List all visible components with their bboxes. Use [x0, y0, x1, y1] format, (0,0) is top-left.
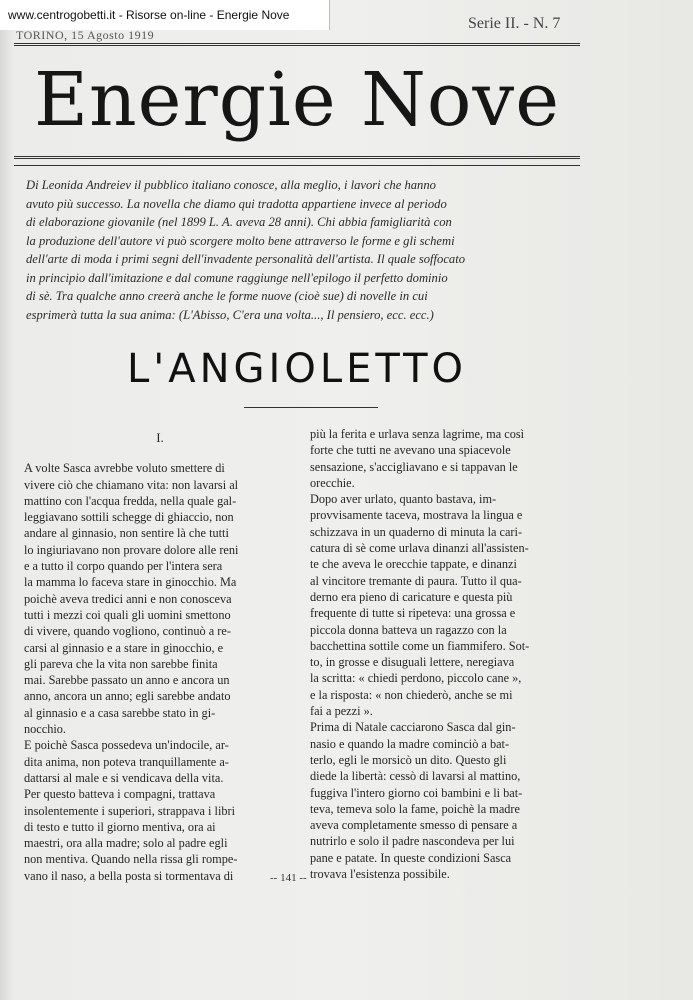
text-line: lo ingiuriavano non provare dolore alle reni: [24, 542, 239, 557]
text-line: nocchio.: [24, 722, 67, 737]
text-line: e a tutto il corpo quando per l'intera sera: [24, 559, 223, 574]
text-line: non mentiva. Quando nella rissa gli rompe-: [24, 852, 238, 867]
text-line: teva, temeva solo la fame, poichè la madre: [310, 801, 520, 816]
text-line: nasio e quando la madre cominciò a bat-: [310, 736, 510, 751]
text-line: anno, ancora un anno; egli sarebbe andato: [24, 689, 231, 704]
text-line: A volte Sasca avrebbe voluto smettere di: [24, 461, 225, 476]
text-line: dita anima, non poteva tranquillamente a-: [24, 754, 229, 769]
text-line: te che aveva le orecchie tappate, e dinanzi: [310, 557, 517, 572]
text-line: Dopo aver urlato, quanto bastava, im-: [310, 492, 497, 507]
text-line: frequente di tutte si ripeteva: una grossa e: [310, 606, 516, 621]
text-line: sensazione, s'accigliavano e si tappavan le: [310, 459, 518, 474]
text-line: al vincitore tremante di paura. Tutto il qua-: [310, 573, 522, 588]
intro-line: esprimerà tutta la sua anima: (L'Abisso, C'era una volta..., Il pensiero, ecc. ecc.): [26, 307, 434, 322]
text-line: forte che tutti ne avevano una spiacevole: [310, 443, 511, 458]
text-line: mattino con l'acqua fredda, nella quale gal-: [24, 493, 237, 508]
text-line: pane e patate. In queste condizioni Sasca: [310, 850, 512, 865]
text-line: orecchie.: [310, 475, 355, 490]
text-line: poichè aveva tredici anni e non conosceva: [24, 591, 232, 606]
text-line: gli pareva che la vita non sarebbe finita: [24, 656, 218, 671]
text-line: to, in grosse e disuguali lettere, neregiava: [310, 655, 515, 670]
text-line: insolentemente i superiori, strappava i libri: [24, 803, 236, 818]
text-line: e la risposta: « non chiederò, anche se mi: [310, 687, 513, 702]
text-line: terlo, egli le morsicò un dito. Questo gli: [310, 752, 507, 767]
title-underline: [244, 407, 378, 408]
text-line: fai a pezzi ».: [310, 704, 373, 719]
text-line: vivere ciò che chiamano vita: non lavarsi al: [24, 477, 239, 492]
text-line: derno era pieno di caricature e questa più: [310, 589, 513, 604]
text-line: dattarsi al male e si vendicava della vita.: [24, 770, 224, 785]
text-line: nutrirlo e solo il padre nascondeva per lui: [310, 834, 515, 849]
text-line: piccola donna batteva un ragazzo con la: [310, 622, 507, 637]
left-column-text: [24, 460, 296, 884]
intro-line: di elaborazione giovanile (nel 1899 L. A. aveva 28 anni). Chi abbia famigliarità con: [26, 215, 452, 229]
intro-line: la produzione dell'autore vi può scorgere molto bene attraverso le forme e gli schemi: [26, 233, 455, 248]
masthead-title: Energie Nove: [33, 57, 561, 143]
text-line: provvisamente taceva, mostrava la lingua e: [310, 508, 523, 523]
chapter-number: I.: [156, 430, 164, 445]
text-line: diede la libertà: cessò di lavarsi al mattino,: [310, 769, 521, 784]
text-line: tutti i mezzi coi quali gli uomini smettono: [24, 607, 231, 622]
text-line: di testo e tutto il giorno mentiva, ora ai: [24, 819, 216, 834]
text-line: trovava l'esistenza possibile.: [310, 867, 450, 882]
date-line: TORINO, 15 Agosto 1919: [16, 28, 155, 42]
series-number: Serie II. - N. 7: [468, 15, 561, 32]
text-line: vano il naso, a bella posta si tormentava di: [24, 868, 234, 883]
text-line: leggiavano sottili schegge di ghiaccio, non: [24, 510, 234, 525]
right-column-text: [310, 426, 582, 882]
text-line: bacchettina sottile come un fiammifero. Sot-: [310, 638, 530, 653]
header-rule-thin: [14, 165, 580, 166]
text-line: E poichè Sasca possedeva un'indocile, ar-: [24, 738, 229, 753]
header-rule-top: [14, 43, 580, 46]
intro-line: avuto più successo. La novella che diamo qui tradotta appartiene invece al periodo: [26, 196, 447, 211]
header-rule-bottom: [14, 156, 580, 159]
left-column: [24, 428, 296, 884]
intro-line: dell'arte di moda i primi segni dell'invadente personalità dell'artista. Il quale soffocato: [26, 252, 466, 266]
text-line: Prima di Natale cacciarono Sasca dal gin-: [310, 720, 516, 735]
intro-line: di sè. Tra qualche anno creerà anche le forme nuove (cioè sue) di novelle in cui: [26, 289, 428, 303]
article-title: L'ANGIOLETTO: [126, 346, 468, 392]
text-line: mai. Sarebbe passato un anno e ancora un: [24, 673, 230, 688]
text-line: carsi al ginnasio e a stare in ginocchio, e: [24, 640, 224, 655]
text-line: di vivere, quando vogliono, continuò a re-: [24, 624, 231, 639]
text-line: fuggiva l'intero giorno coi bambini e li bat-: [310, 785, 523, 800]
text-line: la scritta: « chiedi perdono, piccolo cane »,: [310, 671, 522, 686]
intro-paragraph: [26, 176, 571, 324]
intro-line: Di Leonida Andreiev il pubblico italiano conosce, alla meglio, i lavori che hanno: [26, 178, 436, 192]
text-line: Per questo batteva i compagni, trattava: [24, 787, 216, 802]
text-line: schizzava in un quaderno di minuta la cari-: [310, 524, 523, 539]
site-header: www.centrogobetti.it - Risorse on-line - Energie Nove: [0, 0, 330, 30]
text-line: maestri, ora alla madre; solo al padre egli: [24, 836, 228, 851]
text-line: aveva completamente smesso di pensare a: [310, 818, 518, 833]
text-line: andare al ginnasio, non sentire là che tutti: [24, 526, 229, 541]
page-number: -- 141 --: [270, 872, 307, 884]
text-line: catura di sè come urlava dinanzi all'assisten-: [310, 541, 529, 556]
text-line: più la ferita e urlava senza lagrime, ma così: [310, 427, 525, 441]
intro-line: in principio dall'imitazione e dal comune raggiunge nell'epilogo il perfetto dominio: [26, 270, 448, 285]
text-line: al ginnasio e a casa sarebbe stato in gi-: [24, 705, 216, 720]
text-line: la mamma lo faceva stare in ginocchio. Ma: [24, 575, 237, 590]
